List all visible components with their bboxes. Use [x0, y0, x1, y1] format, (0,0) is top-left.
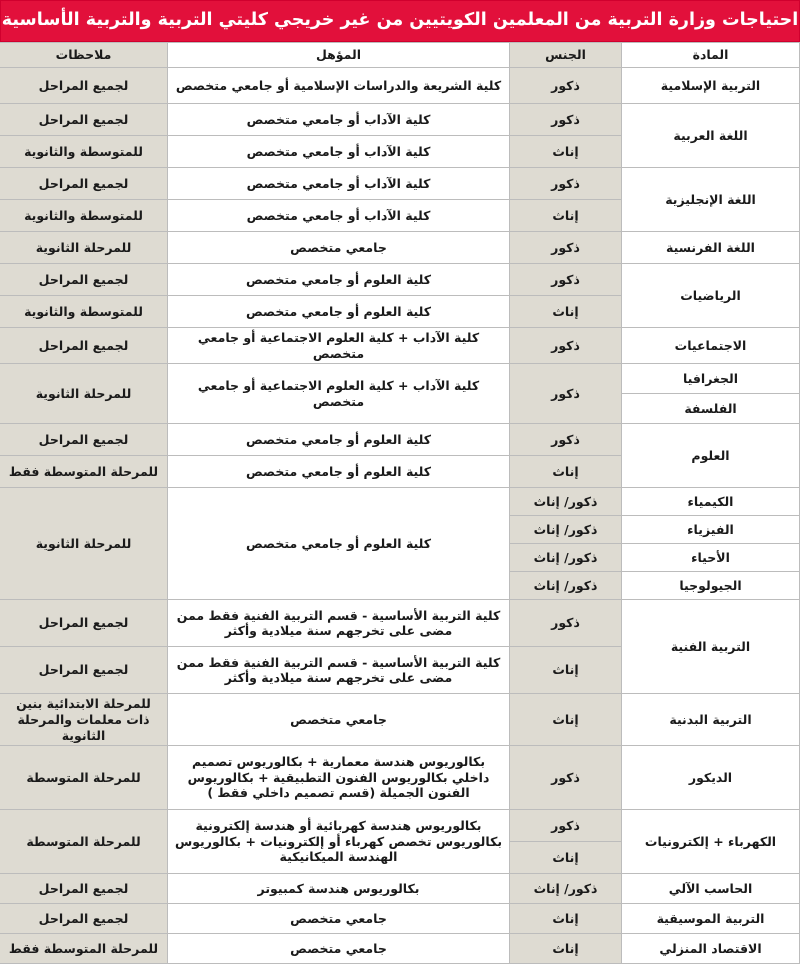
cell-gender: ذكور [510, 68, 622, 104]
cell-gender: إناث [510, 200, 622, 232]
table-row [0, 68, 800, 104]
cell-subject: التربية الإسلامية [622, 68, 800, 104]
cell-notes: للمرحلة المتوسطة [0, 746, 168, 810]
cell-notes: للمتوسطة والثانوية [0, 136, 168, 168]
table-header-row [0, 43, 800, 68]
cell-subject: الفلسفة [622, 394, 800, 424]
cell-qualification: كلية العلوم أو جامعي متخصص [168, 488, 510, 600]
cell-gender: ذكور [510, 232, 622, 264]
cell-notes: لجميع المراحل [0, 904, 168, 934]
cell-notes: للمتوسطة والثانوية [0, 296, 168, 328]
page-title: احتياجات وزارة التربية من المعلمين الكويتيين من غير خريجي كليتي التربية والتربية الأساسية [1, 10, 799, 31]
cell-gender: ذكور/ إناث [510, 572, 622, 600]
cell-subject: الفيزياء [622, 516, 800, 544]
cell-qualification: كلية الآداب أو جامعي متخصص [168, 168, 510, 200]
cell-subject: الرياضيات [622, 264, 800, 328]
cell-qualification: بكالوريوس هندسة كهربائية أو هندسة إلكترونية بكالوريوس تخصص كهرباء أو إلكترونيات + بكالوريوس الهندسة الميكانيكية [168, 810, 510, 874]
cell-notes: للمرحلة الثانوية [0, 364, 168, 424]
cell-gender: ذكور [510, 600, 622, 647]
cell-subject: اللغة الفرنسية [622, 232, 800, 264]
cell-notes: لجميع المراحل [0, 68, 168, 104]
cell-qualification: كلية العلوم أو جامعي متخصص [168, 456, 510, 488]
cell-notes: للمرحلة المتوسطة فقط [0, 934, 168, 964]
cell-subject: التربية البدنية [622, 694, 800, 746]
table-row [0, 810, 800, 842]
table-row [0, 934, 800, 964]
cell-qualification: جامعي متخصص [168, 694, 510, 746]
cell-gender: ذكور [510, 168, 622, 200]
cell-gender: ذكور/ إناث [510, 874, 622, 904]
cell-gender: ذكور [510, 424, 622, 456]
table-row [0, 264, 800, 296]
cell-qualification: بكالوريوس هندسة معمارية + بكالوريوس تصميم داخلي بكالوريوس الفنون التطبيقية + بكالوريوس الفنون الجميلة (قسم تصميم داخلي فقط ) [168, 746, 510, 810]
cell-gender: إناث [510, 842, 622, 874]
cell-qualification: جامعي متخصص [168, 904, 510, 934]
cell-qualification: بكالوريوس هندسة كمبيوتر [168, 874, 510, 904]
cell-qualification: كلية التربية الأساسية - قسم التربية الفنية فقط ممن مضى على تخرجهم سنة ميلادية وأكثر [168, 600, 510, 647]
cell-qualification: كلية الآداب أو جامعي متخصص [168, 104, 510, 136]
column-header-notes: ملاحظات [0, 43, 168, 68]
requirements-table [0, 42, 800, 964]
cell-gender: إناث [510, 934, 622, 964]
table-row [0, 746, 800, 810]
table-row [0, 904, 800, 934]
cell-gender: إناث [510, 904, 622, 934]
cell-notes: لجميع المراحل [0, 104, 168, 136]
cell-notes: للمرحلة المتوسطة فقط [0, 456, 168, 488]
table-row [0, 328, 800, 364]
cell-subject: الاجتماعيات [622, 328, 800, 364]
cell-qualification: كلية التربية الأساسية - قسم التربية الفنية فقط ممن مضى على تخرجهم سنة ميلادية وأكثر [168, 647, 510, 694]
cell-qualification: جامعي متخصص [168, 232, 510, 264]
cell-qualification: كلية الآداب + كلية العلوم الاجتماعية أو جامعي متخصص [168, 328, 510, 364]
cell-gender: إناث [510, 647, 622, 694]
cell-notes: للمرحلة الابتدائية بنين ذات معلمات والمرحلة الثانوية [0, 694, 168, 746]
cell-qualification: كلية الآداب أو جامعي متخصص [168, 200, 510, 232]
cell-gender: ذكور/ إناث [510, 544, 622, 572]
cell-notes: لجميع المراحل [0, 328, 168, 364]
cell-notes: لجميع المراحل [0, 264, 168, 296]
cell-gender: ذكور [510, 104, 622, 136]
cell-subject: الحاسب الآلي [622, 874, 800, 904]
cell-gender: ذكور [510, 264, 622, 296]
cell-subject: الجغرافيا [622, 364, 800, 394]
cell-gender: إناث [510, 296, 622, 328]
table-row [0, 232, 800, 264]
cell-gender: ذكور [510, 810, 622, 842]
cell-qualification: كلية الآداب + كلية العلوم الاجتماعية أو جامعي متخصص [168, 364, 510, 424]
table-header [0, 43, 800, 68]
table-row [0, 168, 800, 200]
cell-notes: للمتوسطة والثانوية [0, 200, 168, 232]
cell-subject: الأحياء [622, 544, 800, 572]
cell-subject: الديكور [622, 746, 800, 810]
cell-qualification: كلية الآداب أو جامعي متخصص [168, 136, 510, 168]
cell-subject: اللغة العربية [622, 104, 800, 168]
cell-gender: إناث [510, 694, 622, 746]
cell-subject: الاقتصاد المنزلي [622, 934, 800, 964]
cell-notes: لجميع المراحل [0, 600, 168, 647]
cell-notes: لجميع المراحل [0, 424, 168, 456]
column-header-qualification: المؤهل [168, 43, 510, 68]
table-row [0, 364, 800, 394]
cell-subject: الكهرباء + إلكترونيات [622, 810, 800, 874]
cell-gender: ذكور [510, 364, 622, 424]
cell-gender: ذكور/ إناث [510, 516, 622, 544]
cell-qualification: كلية العلوم أو جامعي متخصص [168, 264, 510, 296]
cell-notes: لجميع المراحل [0, 874, 168, 904]
cell-subject: الكيمياء [622, 488, 800, 516]
table-row [0, 488, 800, 516]
cell-subject: التربية الموسيقية [622, 904, 800, 934]
table-row [0, 694, 800, 746]
cell-subject: التربية الفنية [622, 600, 800, 694]
cell-notes: للمرحلة الثانوية [0, 488, 168, 600]
column-header-gender: الجنس [510, 43, 622, 68]
cell-qualification: كلية العلوم أو جامعي متخصص [168, 424, 510, 456]
table-row [0, 874, 800, 904]
cell-gender: إناث [510, 136, 622, 168]
cell-subject: العلوم [622, 424, 800, 488]
page-title-banner [0, 0, 800, 42]
cell-qualification: كلية الشريعة والدراسات الإسلامية أو جامعي متخصص [168, 68, 510, 104]
cell-qualification: كلية العلوم أو جامعي متخصص [168, 296, 510, 328]
cell-notes: للمرحلة الثانوية [0, 232, 168, 264]
table-body [0, 68, 800, 964]
cell-notes: للمرحلة المتوسطة [0, 810, 168, 874]
cell-subject: الجيولوجيا [622, 572, 800, 600]
cell-gender: إناث [510, 456, 622, 488]
table-row [0, 424, 800, 456]
cell-qualification: جامعي متخصص [168, 934, 510, 964]
column-header-subject: المادة [622, 43, 800, 68]
cell-subject: اللغة الإنجليزية [622, 168, 800, 232]
cell-gender: ذكور [510, 746, 622, 810]
cell-gender: ذكور [510, 328, 622, 364]
cell-gender: ذكور/ إناث [510, 488, 622, 516]
table-row [0, 104, 800, 136]
cell-notes: لجميع المراحل [0, 647, 168, 694]
table-row [0, 600, 800, 647]
cell-notes: لجميع المراحل [0, 168, 168, 200]
